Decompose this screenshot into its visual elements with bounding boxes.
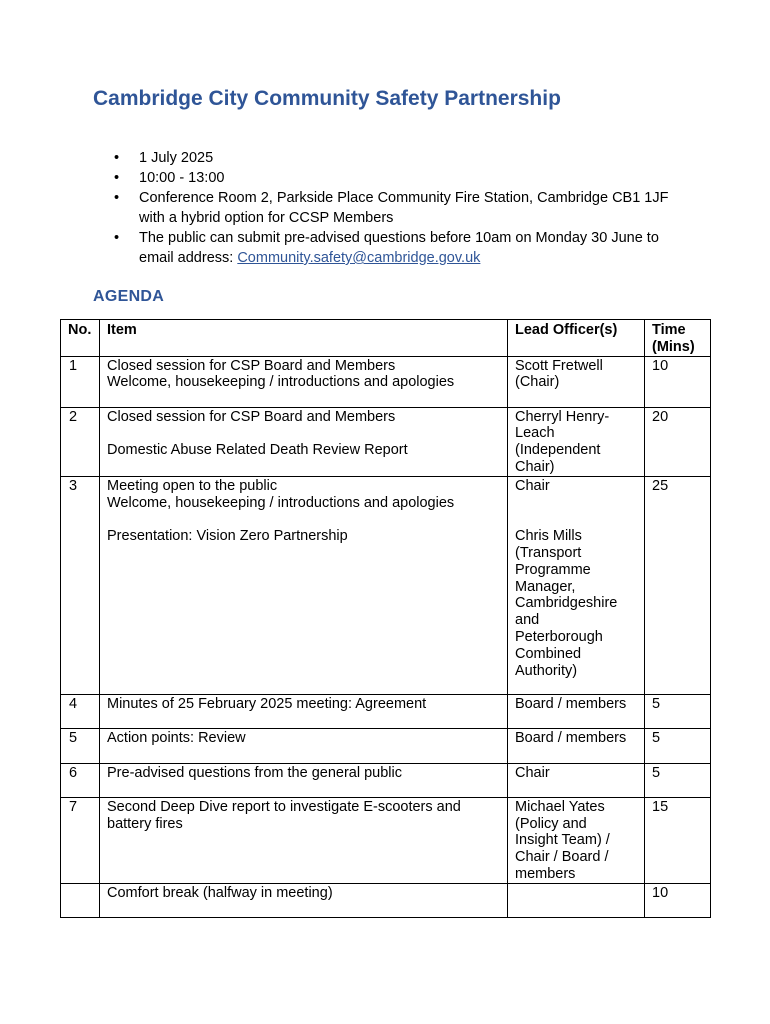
column-header-lead: Lead Officer(s) bbox=[508, 320, 645, 357]
agenda-table bbox=[60, 319, 711, 918]
column-header-item: Item bbox=[100, 320, 508, 357]
column-header-time bbox=[645, 320, 711, 357]
row-number: 1 bbox=[61, 356, 100, 407]
item-line: Second Deep Dive report to investigate E-scooters and bbox=[107, 798, 461, 815]
row-time: 5 bbox=[645, 694, 711, 728]
lead-line: Chair bbox=[515, 477, 550, 494]
row-lead bbox=[508, 476, 645, 694]
lead-line: members bbox=[515, 865, 576, 882]
item-line: Comfort break (halfway in meeting) bbox=[107, 884, 333, 901]
row-time: 10 bbox=[645, 883, 711, 917]
column-header-time-line: Time bbox=[652, 322, 686, 338]
table-row bbox=[61, 356, 711, 407]
row-item bbox=[100, 883, 508, 917]
lead-line: and bbox=[515, 612, 540, 629]
meeting-location: Conference Room 2, Parkside Place Community Fire Station, Cambridge CB1 1JF with a hybrid option for CCSP Members bbox=[139, 190, 669, 226]
meeting-location-item bbox=[114, 188, 694, 228]
lead-line: Insight Team) / bbox=[515, 832, 610, 849]
item-line: Welcome, housekeeping / introductions and apologies bbox=[107, 494, 455, 511]
table-row bbox=[61, 883, 711, 917]
lead-line: Programme bbox=[515, 561, 591, 578]
line-gap bbox=[107, 511, 501, 528]
item-line: Pre-advised questions from the general public bbox=[107, 764, 402, 781]
row-item bbox=[100, 763, 508, 797]
lead-line: (Transport bbox=[515, 544, 582, 561]
meeting-date-item bbox=[114, 148, 694, 168]
row-time: 20 bbox=[645, 407, 711, 476]
public-questions-item bbox=[114, 228, 694, 268]
lead-line: Combined bbox=[515, 645, 582, 662]
row-time: 15 bbox=[645, 797, 711, 883]
item-line: Minutes of 25 February 2025 meeting: Agreement bbox=[107, 695, 427, 712]
row-lead bbox=[508, 356, 645, 407]
line-gap bbox=[515, 495, 638, 512]
row-lead bbox=[508, 728, 645, 763]
item-line: Presentation: Vision Zero Partnership bbox=[107, 528, 348, 545]
row-item bbox=[100, 407, 508, 476]
meeting-time-item bbox=[114, 168, 694, 188]
row-lead bbox=[508, 407, 645, 476]
item-line: Welcome, housekeeping / introductions and apologies bbox=[107, 374, 455, 391]
lead-line: Manager, bbox=[515, 578, 576, 595]
row-number: 3 bbox=[61, 476, 100, 694]
email-link[interactable]: Community.safety@cambridge.gov.uk bbox=[237, 250, 481, 266]
lead-line: Leach bbox=[515, 425, 555, 442]
row-number: 2 bbox=[61, 407, 100, 476]
row-item bbox=[100, 797, 508, 883]
bullet-icon: • bbox=[114, 150, 120, 166]
row-number: 5 bbox=[61, 728, 100, 763]
row-time: 5 bbox=[645, 763, 711, 797]
item-line: battery fires bbox=[107, 815, 183, 832]
lead-line: (Chair) bbox=[515, 374, 560, 391]
page-title: Cambridge City Community Safety Partnership bbox=[93, 87, 561, 110]
bullet-icon: • bbox=[114, 190, 120, 206]
bullet-icon: • bbox=[114, 170, 120, 186]
table-row bbox=[61, 407, 711, 476]
row-number: 7 bbox=[61, 797, 100, 883]
lead-line: Chair / Board / bbox=[515, 849, 609, 866]
row-time: 10 bbox=[645, 356, 711, 407]
lead-line: Cherryl Henry- bbox=[515, 408, 610, 425]
public-questions-text: The public can submit pre-advised questions before 10am on Monday 30 June to email address: bbox=[139, 230, 659, 266]
row-lead bbox=[508, 797, 645, 883]
table-row bbox=[61, 763, 711, 797]
column-header-time-unit: (Mins) bbox=[652, 338, 695, 355]
row-lead bbox=[508, 763, 645, 797]
item-line: Domestic Abuse Related Death Review Report bbox=[107, 442, 408, 459]
item-line: Closed session for CSP Board and Members bbox=[107, 357, 396, 374]
lead-line: Cambridgeshire bbox=[515, 595, 618, 612]
lead-line: Authority) bbox=[515, 662, 578, 679]
lead-line: Chair) bbox=[515, 458, 555, 475]
table-row bbox=[61, 797, 711, 883]
row-item bbox=[100, 728, 508, 763]
row-item bbox=[100, 356, 508, 407]
lead-line: Peterborough bbox=[515, 628, 603, 645]
row-number bbox=[61, 883, 100, 917]
table-row bbox=[61, 476, 711, 694]
row-lead bbox=[508, 883, 645, 917]
item-line: Closed session for CSP Board and Members bbox=[107, 408, 396, 425]
table-row bbox=[61, 728, 711, 763]
agenda-heading: AGENDA bbox=[93, 288, 165, 305]
meeting-time: 10:00 - 13:00 bbox=[139, 170, 225, 186]
table-row bbox=[61, 694, 711, 728]
column-header-no: No. bbox=[61, 320, 100, 357]
lead-line: Board / members bbox=[515, 695, 627, 712]
row-number: 4 bbox=[61, 694, 100, 728]
meeting-date: 1 July 2025 bbox=[139, 150, 214, 166]
table-header-row bbox=[61, 320, 711, 357]
lead-line: Chair bbox=[515, 764, 550, 781]
bullet-icon: • bbox=[114, 230, 120, 246]
row-lead bbox=[508, 694, 645, 728]
row-time: 25 bbox=[645, 476, 711, 694]
lead-line: Scott Fretwell bbox=[515, 357, 603, 374]
row-number: 6 bbox=[61, 763, 100, 797]
lead-line: Board / members bbox=[515, 729, 627, 746]
item-line: Action points: Review bbox=[107, 729, 246, 746]
row-time: 5 bbox=[645, 728, 711, 763]
lead-line: Michael Yates bbox=[515, 798, 605, 815]
row-item bbox=[100, 476, 508, 694]
line-gap bbox=[107, 425, 501, 442]
meeting-details-list bbox=[114, 148, 694, 268]
lead-line: Chris Mills bbox=[515, 528, 582, 545]
line-gap bbox=[515, 511, 638, 528]
item-line: Meeting open to the public bbox=[107, 477, 278, 494]
lead-line: (Independent bbox=[515, 442, 601, 459]
row-item bbox=[100, 694, 508, 728]
lead-line: (Policy and bbox=[515, 815, 587, 832]
